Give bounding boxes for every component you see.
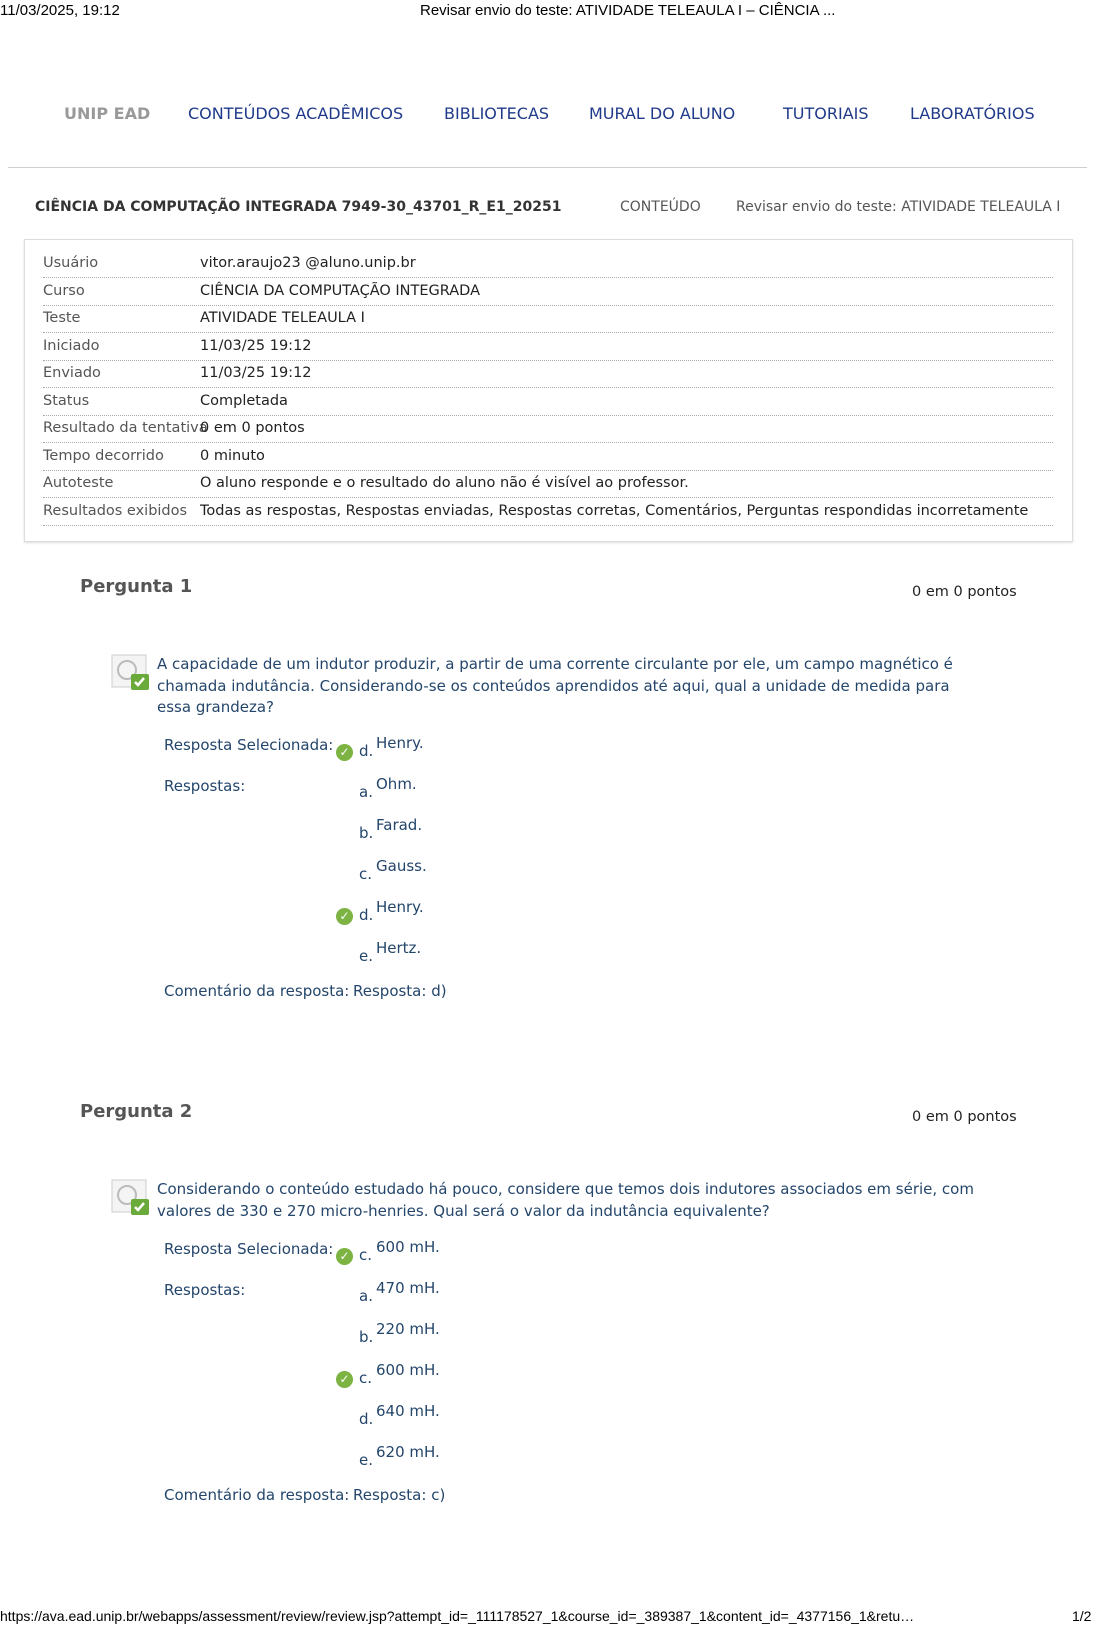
- answer-option-text: Farad.: [376, 816, 423, 834]
- info-value: ATIVIDADE TELEAULA I: [200, 310, 365, 326]
- info-value: 0 minuto: [200, 447, 265, 464]
- question-correct-icon: [111, 1179, 151, 1217]
- breadcrumb-course[interactable]: CIÊNCIA DA COMPUTAÇÃO INTEGRADA 7949-30_43701_R_E1_20251: [35, 199, 562, 215]
- info-label: Enviado: [43, 365, 101, 381]
- selected-answer-letter: c.: [359, 1246, 373, 1264]
- answer-option-letter: a.: [359, 1287, 373, 1305]
- answer-option-letter: d.: [359, 1410, 374, 1428]
- answers-label: Respostas:: [164, 777, 246, 795]
- question-title: Pergunta 1: [80, 576, 193, 597]
- print-datetime: 11/03/2025, 19:12: [0, 2, 120, 19]
- question-text: A capacidade de um indutor produzir, a partir de uma corrente circulante por ele, um campo magnético é chamada indutância. Considerando-se os conteúdos aprendidos até aqui, qual a unidade de medida para essa grandeza?: [157, 655, 953, 716]
- attempt-info-table: [24, 239, 1073, 542]
- answer-option-text: 640 mH.: [376, 1402, 440, 1420]
- nav-conteudos[interactable]: CONTEÚDOS ACADÊMICOS: [188, 104, 404, 123]
- info-row: [43, 250, 1053, 278]
- correct-check-icon: ✓: [336, 908, 353, 925]
- comment-label: Comentário da resposta:: [164, 1486, 350, 1504]
- selected-answer-text: Henry.: [376, 734, 424, 752]
- question-points: 0 em 0 pontos: [912, 1109, 1017, 1125]
- answer-option-letter: c.: [359, 865, 373, 883]
- answer-option-text: Hertz.: [376, 939, 422, 957]
- answer-option-letter: b.: [359, 1328, 374, 1346]
- correct-check-icon: ✓: [336, 1371, 353, 1388]
- correct-check-icon: ✓: [336, 1248, 353, 1265]
- info-value: 11/03/25 19:12: [200, 337, 312, 354]
- answer-option-letter: e.: [359, 1451, 373, 1469]
- print-page: 1/2: [1072, 1608, 1092, 1624]
- answers-label: Respostas:: [164, 1281, 246, 1299]
- selected-answer-letter: d.: [359, 742, 374, 760]
- question-points: 0 em 0 pontos: [912, 584, 1017, 600]
- answer-option-text: Gauss.: [376, 857, 427, 875]
- question-title: Pergunta 2: [80, 1101, 193, 1122]
- nav-mural[interactable]: MURAL DO ALUNO: [589, 104, 736, 123]
- comment-text: Resposta: d): [353, 982, 447, 1000]
- breadcrumb-section[interactable]: CONTEÚDO: [620, 199, 701, 215]
- comment-text: Resposta: c): [353, 1486, 446, 1504]
- selected-answer-label: Resposta Selecionada:: [164, 1240, 334, 1258]
- answer-option-text: Henry.: [376, 898, 424, 916]
- info-label: Usuário: [43, 255, 99, 271]
- info-label: Iniciado: [43, 337, 100, 354]
- nav-laboratorios[interactable]: LABORATÓRIOS: [910, 104, 1035, 123]
- info-value: 0 em 0 pontos: [200, 420, 305, 436]
- nav-divider: [8, 167, 1087, 168]
- info-value: 11/03/25 19:12: [200, 365, 312, 381]
- answer-option-letter: d.: [359, 906, 374, 924]
- question-correct-icon: [111, 654, 151, 692]
- info-label: Tempo decorrido: [43, 447, 164, 464]
- info-row: [43, 388, 1053, 416]
- answer-option-text: 220 mH.: [376, 1320, 440, 1338]
- info-value: vitor.araujo23 @aluno.unip.br: [200, 255, 416, 271]
- info-row: [43, 360, 1053, 388]
- info-label: Status: [43, 392, 90, 409]
- answer-option-text: 470 mH.: [376, 1279, 440, 1297]
- comment-label: Comentário da resposta:: [164, 982, 350, 1000]
- info-value: O aluno responde e o resultado do aluno não é visível ao professor.: [200, 475, 689, 491]
- answer-option-letter: e.: [359, 947, 373, 965]
- info-label: Curso: [43, 282, 85, 299]
- info-value: CIÊNCIA DA COMPUTAÇÃO INTEGRADA: [200, 282, 481, 299]
- nav-tutoriais[interactable]: TUTORIAIS: [783, 104, 869, 123]
- answer-option-letter: b.: [359, 824, 374, 842]
- info-row: [43, 498, 1053, 526]
- info-label: Resultados exibidos: [43, 502, 188, 519]
- info-label: Resultado da tentativa: [43, 420, 208, 436]
- nav-brand[interactable]: UNIP EAD: [64, 104, 151, 123]
- print-title: Revisar envio do teste: ATIVIDADE TELEAULA I – CIÊNCIA ...: [420, 2, 836, 19]
- info-row: [43, 470, 1053, 498]
- info-value: Completada: [200, 392, 288, 409]
- answer-option-letter: c.: [359, 1369, 373, 1387]
- info-row: [43, 333, 1053, 361]
- nav-bibliotecas[interactable]: BIBLIOTECAS: [444, 104, 550, 123]
- answer-option-letter: a.: [359, 783, 373, 801]
- question-text: Considerando o conteúdo estudado há pouco, considere que temos dois indutores associados em série, com valores de 330 e 270 micro-henries. Qual será o valor da indutância equivalente?: [157, 1180, 974, 1220]
- answer-option-text: 620 mH.: [376, 1443, 440, 1461]
- correct-check-icon: ✓: [336, 744, 353, 761]
- info-label: Teste: [43, 310, 81, 326]
- answer-option-text: Ohm.: [376, 775, 417, 793]
- answer-option-text: 600 mH.: [376, 1361, 440, 1379]
- selected-answer-text: 600 mH.: [376, 1238, 440, 1256]
- info-row: [43, 415, 1053, 443]
- info-row: [43, 278, 1053, 306]
- breadcrumb-page: Revisar envio do teste: ATIVIDADE TELEAULA I: [736, 199, 1061, 215]
- print-url: https://ava.ead.unip.br/webapps/assessment/review/review.jsp?attempt_id=_111178527_1&course_id=_389387_1&content_id=_4377156_1&retu…: [0, 1608, 915, 1624]
- info-value: Todas as respostas, Respostas enviadas, Respostas corretas, Comentários, Perguntas respondidas incorretamente: [200, 502, 1029, 519]
- info-row: [43, 443, 1053, 471]
- info-label: Autoteste: [43, 475, 114, 491]
- selected-answer-label: Resposta Selecionada:: [164, 736, 334, 754]
- info-row: [43, 305, 1053, 333]
